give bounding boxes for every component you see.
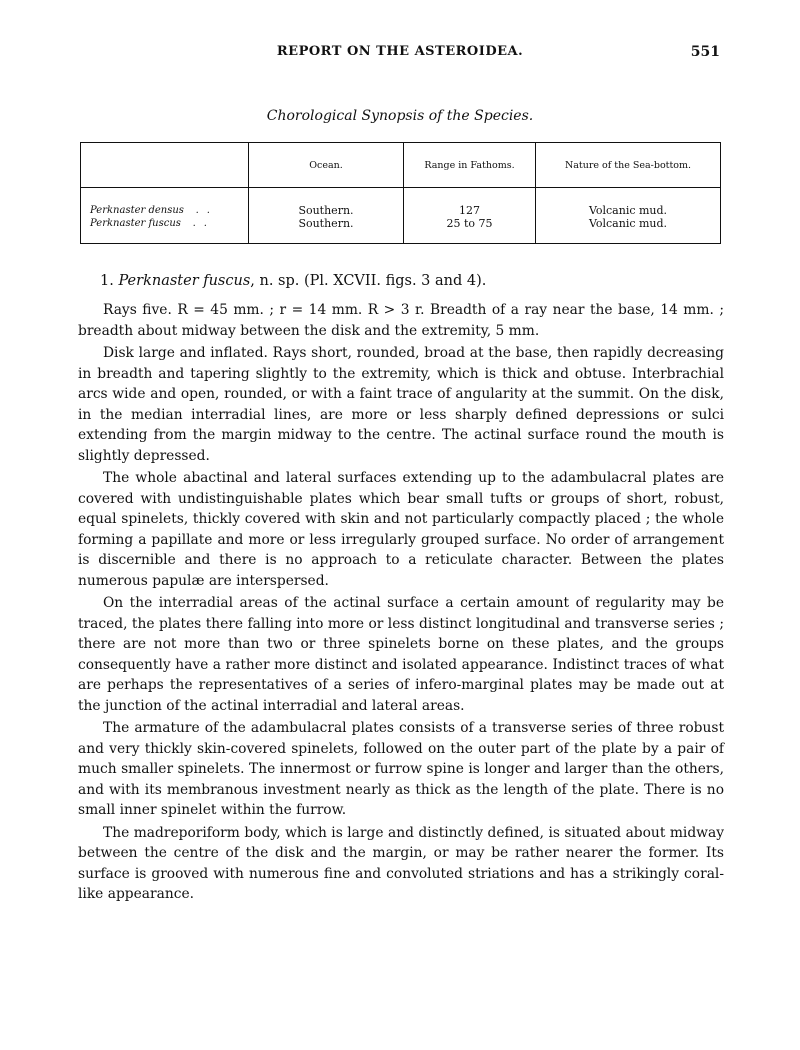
paragraph: The whole abactinal and lateral surfaces extending up to the adambulacral plates are covered with undistinguishable plates which bear small tufts or groups of short, robust, equal spinelets, thickly covered with skin and not particularly compactly placed ; the whole forming a papillate and more or less irregularly grouped surface. No order of arrangement is discernible and there is no approach to a reticulate character. Between the plates numerous papulæ are interspersed. — [78, 470, 724, 589]
page-number: 551 — [690, 44, 720, 60]
table-cell-ocean — [249, 188, 404, 244]
paragraph: The madreporiform body, which is large and distinctly defined, is situated about midway between the centre of the disk and the margin, or may be rather nearer the former. Its surface is grooved with numerous fine and convoluted striations and has a strikingly coral-like appearance. — [78, 824, 724, 902]
table-caption: Chorological Synopsis of the Species. — [266, 108, 534, 124]
column-header-range: Range in Fathoms. — [404, 143, 536, 188]
paragraph: On the interradial areas of the actinal surface a certain amount of regularity may be traced, the plates there falling into more or less distinct longitudinal and transverse series ; there are not more than two or three spinelets borne on these plates, and the groups consequently have a rather more distinct and isolated appearance. Indistinct traces of what are perhaps the representatives of a series of infero-marginal plates may be made out at the junction of the actinal interradial and lateral areas. — [78, 595, 724, 714]
species-title: Perknaster fuscus — [118, 273, 251, 289]
range-value: 127 — [459, 204, 480, 217]
species-name: Perknaster densus — [90, 205, 184, 216]
running-header — [0, 44, 800, 64]
species-number: 1. — [100, 273, 114, 289]
table-cell-range — [404, 188, 536, 244]
column-header-bottom: Nature of the Sea-bottom. — [536, 143, 721, 188]
ocean-value: Southern. — [298, 204, 354, 217]
column-header-species — [81, 143, 249, 188]
body-text — [78, 300, 724, 907]
species-heading — [100, 273, 486, 289]
running-title: REPORT ON THE ASTEROIDEA. — [276, 44, 524, 59]
column-header-ocean: Ocean. — [249, 143, 404, 188]
ocean-value: Southern. — [298, 217, 354, 230]
range-value: 25 to 75 — [446, 217, 493, 230]
leader-dots: .. — [195, 205, 218, 216]
species-title-rest: , n. sp. (Pl. XCVII. figs. 3 and 4). — [250, 273, 487, 289]
species-name: Perknaster fuscus — [90, 218, 181, 229]
leader-dots: .. — [192, 218, 215, 229]
bottom-value: Volcanic mud. — [588, 217, 668, 230]
table-header-row — [81, 143, 721, 188]
paragraph: Disk large and inflated. Rays short, rounded, broad at the base, then rapidly decreasing in breadth and tapering slightly to the extremity, which is thick and obtuse. Interbrachial arcs wide and open, rounded, or with a faint trace of angularity at the summit. On the disk, in the median interradial lines, are more or less sharply defined depressions or sulci extending from the margin midway to the centre. The actinal surface round the mouth is slightly depressed. — [78, 345, 724, 464]
table-row — [81, 188, 721, 244]
synopsis-table — [80, 142, 721, 244]
table-cell-bottom — [536, 188, 721, 244]
paragraph: The armature of the adambulacral plates consists of a transverse series of three robust and very thickly skin-covered spinelets, followed on the outer part of the plate by a pair of much smaller spinelets. The innermost or furrow spine is longer and larger than the others, and with its membranous investment nearly as thick as the length of the plate. There is no small inner spinelet within the furrow. — [78, 720, 724, 818]
bottom-value: Volcanic mud. — [588, 204, 668, 217]
table-cell-species — [81, 188, 249, 244]
paragraph: Rays five. R = 45 mm. ; r = 14 mm. R > 3 r. Breadth of a ray near the base, 14 mm. ; breadth about midway between the disk and the extremity, 5 mm. — [78, 302, 724, 339]
